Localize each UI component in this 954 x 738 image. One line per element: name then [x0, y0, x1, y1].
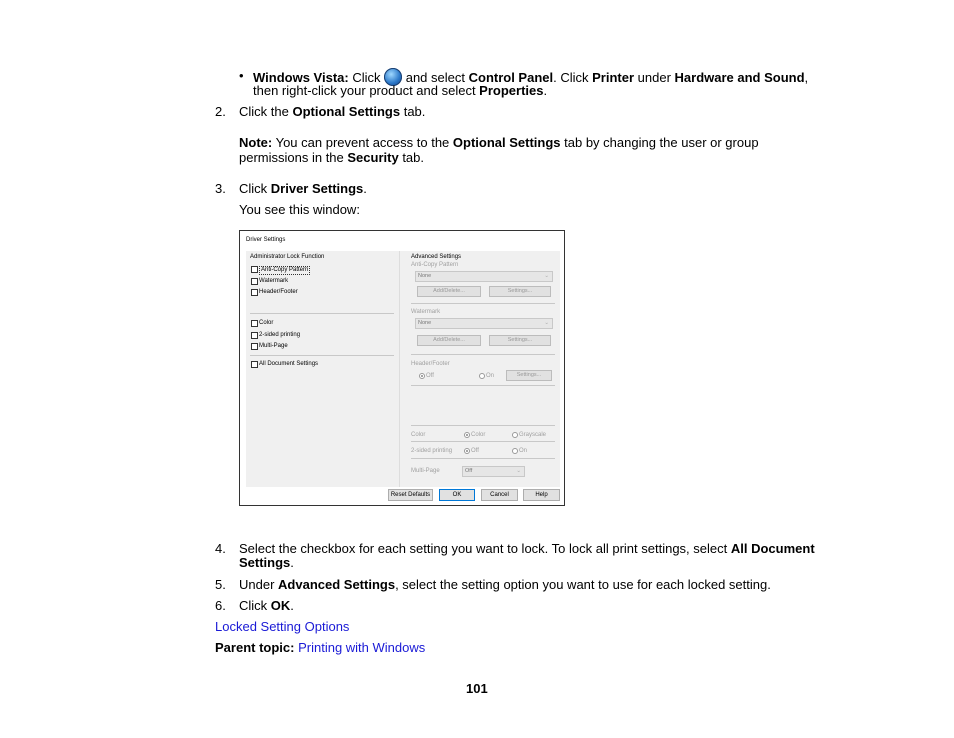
step-5-text [239, 577, 771, 592]
step-number: 6. [215, 598, 226, 613]
divider [411, 458, 555, 459]
step-2-text [239, 104, 425, 119]
advanced-settings-header: Advanced Settings [411, 254, 462, 260]
parent-topic [215, 640, 425, 655]
anti-copy-add-delete-button[interactable]: Add/Delete... [417, 286, 481, 297]
step-number: 3. [215, 181, 226, 196]
step-number: 4. [215, 541, 226, 556]
text: Click the [239, 104, 293, 119]
os-label: Windows Vista: [253, 70, 349, 85]
text: Click [239, 598, 271, 613]
watermark-checkbox[interactable] [251, 278, 258, 285]
text: . [363, 181, 367, 196]
two-sided-label: 2-sided printing [259, 332, 301, 338]
header-footer-settings-button[interactable]: Settings... [506, 370, 552, 381]
locked-setting-options-link[interactable]: Locked Setting Options [215, 619, 350, 634]
admin-lock-panel [246, 251, 400, 487]
properties-label: Properties [479, 83, 544, 98]
two-sided-checkbox[interactable] [251, 332, 258, 339]
color-radio[interactable] [464, 432, 470, 438]
text: Select the checkbox for each setting you want to lock. To lock all print settings, select [239, 541, 731, 556]
color-checkbox[interactable] [251, 320, 258, 327]
reset-defaults-button[interactable]: Reset Defaults [388, 489, 433, 501]
header-footer-label: Header/Footer [259, 289, 298, 295]
header-footer-checkbox[interactable] [251, 289, 258, 296]
cancel-button[interactable]: Cancel [481, 489, 518, 501]
multi-page-checkbox[interactable] [251, 343, 258, 350]
divider [250, 355, 394, 356]
note-line2 [239, 150, 424, 165]
printing-with-windows-link[interactable]: Printing with Windows [298, 640, 426, 655]
anti-copy-select[interactable] [415, 271, 553, 282]
two-sided-on-label: On [519, 448, 528, 454]
text: , select the setting option you want to use for each locked setting. [395, 577, 771, 592]
step-4-line1 [239, 541, 815, 556]
step-4-line2 [239, 555, 294, 570]
text: tab. [398, 150, 424, 165]
printer-label: Printer [592, 70, 635, 85]
anti-copy-value: None [418, 273, 432, 279]
ok-button[interactable]: OK [439, 489, 475, 501]
note-label: Note: [239, 135, 273, 150]
step-number: 2. [215, 104, 226, 119]
header-footer-off-radio[interactable] [419, 373, 425, 379]
multi-page-setting-label: Multi-Page [411, 468, 440, 474]
two-sided-off-radio[interactable] [464, 448, 470, 454]
advanced-settings-panel [409, 251, 560, 487]
watermark-setting-label: Watermark [411, 309, 441, 315]
anti-copy-setting-label: Anti-Copy Pattern [411, 262, 459, 268]
all-document-label: All Document [730, 541, 815, 556]
chevron-down-icon: ⌄ [544, 320, 549, 326]
divider [411, 303, 555, 304]
driver-settings-dialog [239, 230, 565, 506]
text: tab. [400, 104, 426, 119]
control-panel-label: Control Panel [468, 70, 554, 85]
text: tab by changing the user or group [560, 135, 759, 150]
text: then right-click your product and select [253, 83, 480, 98]
anti-copy-settings-button[interactable]: Settings... [489, 286, 551, 297]
two-sided-setting-label: 2-sided printing [411, 448, 453, 454]
divider [411, 425, 555, 426]
multi-page-value: Off [465, 468, 473, 474]
multi-page-select[interactable] [462, 466, 525, 477]
text: . [290, 555, 294, 570]
chevron-down-icon: ⌄ [544, 273, 549, 279]
optional-settings-label: Optional Settings [452, 135, 561, 150]
watermark-value: None [418, 320, 432, 326]
header-footer-off-label: Off [426, 373, 434, 379]
help-button[interactable]: Help [523, 489, 560, 501]
text: . Click [553, 70, 593, 85]
driver-settings-label: Driver Settings [270, 181, 364, 196]
all-document-settings-checkbox[interactable] [251, 361, 258, 368]
chevron-down-icon: ⌄ [516, 468, 521, 474]
grayscale-option-label: Grayscale [519, 432, 547, 438]
advanced-settings-label: Advanced Settings [278, 577, 396, 592]
divider [411, 354, 555, 355]
text: and select [402, 70, 469, 85]
note-line1 [239, 135, 759, 150]
text: Click [239, 181, 271, 196]
text: . [290, 598, 294, 613]
bullet-windows-vista-line2 [253, 83, 547, 98]
color-setting-label: Color [411, 432, 426, 438]
watermark-label: Watermark [259, 278, 289, 284]
text: Under [239, 577, 279, 592]
divider [411, 441, 555, 442]
divider [250, 313, 394, 314]
settings-label: Settings [239, 555, 291, 570]
dialog-title: Driver Settings [246, 237, 286, 243]
all-document-settings-label: All Document Settings [259, 361, 319, 367]
parent-topic-label: Parent topic: [215, 640, 295, 655]
watermark-select[interactable] [415, 318, 553, 329]
two-sided-off-label: Off [471, 448, 479, 454]
text: under [634, 70, 675, 85]
text: , [804, 70, 809, 85]
page-number: 101 [466, 681, 488, 696]
multi-page-label: Multi-Page [259, 343, 288, 349]
anti-copy-label: Anti-Copy Pattern [261, 267, 309, 273]
step-3-subtext: You see this window: [239, 202, 360, 217]
color-label: Color [259, 320, 274, 326]
ok-label: OK [270, 598, 291, 613]
admin-lock-header: Administrator Lock Function [250, 254, 325, 260]
color-option-label: Color [471, 432, 486, 438]
two-sided-on-radio[interactable] [512, 448, 518, 454]
step-6-text [239, 598, 294, 613]
header-footer-on-radio[interactable] [479, 373, 485, 379]
step-3-text [239, 181, 367, 196]
header-footer-on-label: On [486, 373, 495, 379]
text: You can prevent access to the [272, 135, 453, 150]
text: Click [348, 70, 385, 85]
security-label: Security [347, 150, 399, 165]
anti-copy-checkbox[interactable] [251, 266, 258, 273]
header-footer-setting-label: Header/Footer [411, 361, 450, 367]
text: permissions in the [239, 150, 348, 165]
dialog-body [246, 251, 560, 487]
step-number: 5. [215, 577, 226, 592]
text: . [543, 83, 548, 98]
optional-settings-label: Optional Settings [292, 104, 401, 119]
watermark-add-delete-button[interactable]: Add/Delete... [417, 335, 481, 346]
bullet-marker: • [239, 68, 244, 83]
hardware-sound-label: Hardware and Sound [674, 70, 805, 85]
divider [411, 385, 555, 386]
watermark-settings-button[interactable]: Settings... [489, 335, 551, 346]
grayscale-radio[interactable] [512, 432, 518, 438]
